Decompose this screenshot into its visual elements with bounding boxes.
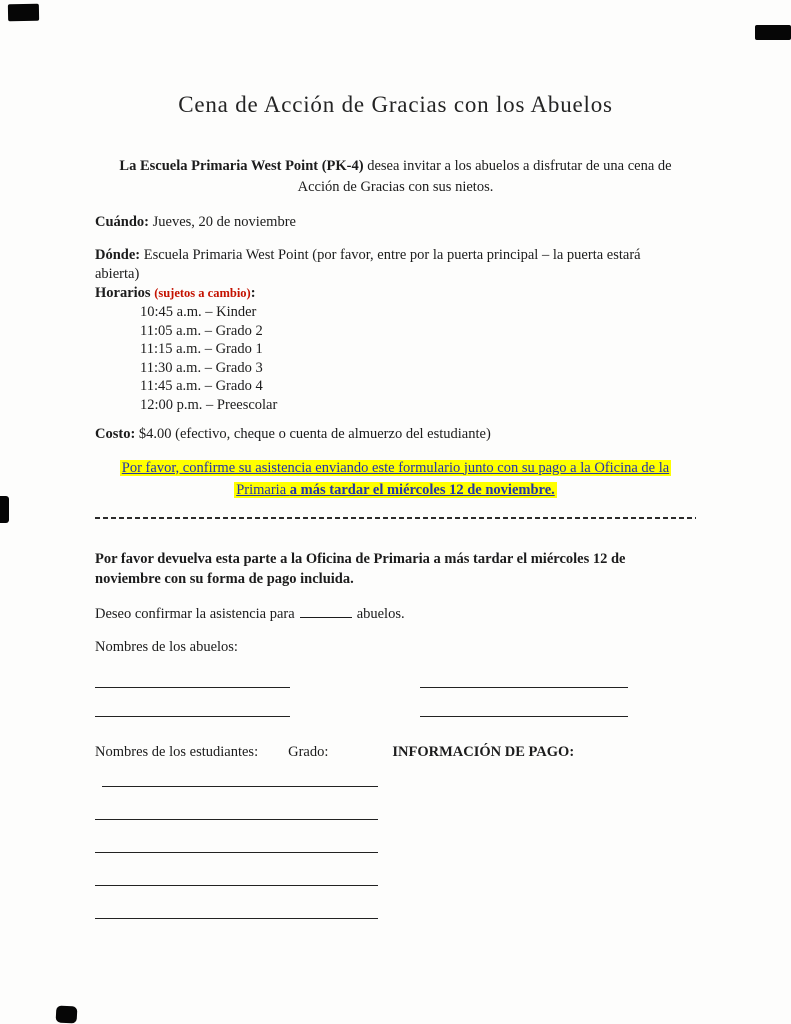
grandparent-name-line (95, 687, 290, 688)
scan-artifact-icon (0, 496, 9, 523)
student-name-line (95, 852, 378, 853)
grandparent-name-line (95, 716, 290, 717)
schedule-label: Horarios (95, 285, 155, 301)
confirm-post: abuelos. (356, 605, 405, 622)
grandparent-name-line (420, 716, 628, 717)
schedule-colon: : (250, 285, 256, 301)
page-title: Cena de Acción de Gracias con los Abuelos (178, 92, 613, 117)
intro-paragraph (95, 156, 696, 198)
scan-artifact-icon (8, 4, 39, 22)
schedule-item: 11:45 a.m. – Grado 4 (140, 378, 263, 395)
highlight-line2-bold: a más tardar el miércoles 12 de noviembre. (289, 481, 555, 498)
student-name-line (102, 786, 378, 787)
where-line2: abierta) (95, 266, 140, 282)
schedule-item: 12:00 p.m. – Preescolar (140, 396, 278, 413)
schedule-item: 11:05 a.m. – Grado 2 (140, 322, 263, 339)
grandparents-names-label: Nombres de los abuelos: (95, 638, 238, 655)
students-header-row (95, 743, 696, 762)
cost-label: Costo: (95, 425, 136, 442)
intro-school-name: La Escuela Primaria West Point (PK-4) (119, 158, 364, 174)
intro-line1-rest: desea invitar a los abuelos a disfrutar de una cena de (363, 158, 672, 174)
where-line (95, 246, 696, 284)
scan-artifact-icon (56, 1005, 78, 1023)
when-value: Jueves, 20 de noviembre (149, 214, 296, 230)
highlight-line2-normal: Primaria (236, 481, 290, 498)
schedule-subject-to-change-note: (sujetos a cambio) (154, 286, 251, 300)
return-line1: Por favor devuelva esta parte a la Oficina de Primaria a más tardar el miércoles 12 de (95, 550, 626, 567)
highlight-line2 (234, 482, 557, 498)
students-names-label: Nombres de los estudiantes: (95, 743, 259, 760)
document-content (0, 92, 791, 919)
schedule-heading (95, 284, 696, 303)
dashed-divider (95, 517, 696, 519)
when-line (95, 213, 696, 232)
intro-line2: Acción de Gracias con sus nietos. (297, 179, 494, 195)
student-name-line (95, 819, 378, 820)
grandparent-name-line (420, 687, 628, 688)
schedule-item: 11:15 a.m. – Grado 1 (140, 341, 263, 358)
schedule-item: 11:30 a.m. – Grado 3 (140, 359, 263, 376)
schedule-item: 10:45 a.m. – Kinder (140, 304, 257, 320)
highlight-line1: Por favor, confirme su asistencia enviando este formulario junto con su pago a la Oficina de la (121, 459, 670, 476)
payment-info-label: INFORMACIÓN DE PAGO: (392, 743, 575, 760)
attendance-count-blank (300, 605, 352, 618)
student-name-line (95, 918, 378, 919)
grade-label: Grado: (288, 743, 329, 760)
cost-line (95, 425, 696, 444)
where-label: Dónde: (95, 247, 141, 263)
cost-value: $4.00 (efectivo, cheque o cuenta de almuerzo del estudiante) (135, 425, 491, 442)
return-line2: noviembre con su forma de pago incluida. (95, 570, 354, 587)
grandparent-name-row (95, 687, 696, 688)
confirm-pre: Deseo confirmar la asistencia para (95, 605, 295, 622)
scan-artifact-icon (755, 25, 791, 40)
where-line1-rest: Escuela Primaria West Point (por favor, entre por la puerta principal – la puerta estará (140, 247, 641, 263)
return-instructions (95, 549, 696, 589)
grandparent-name-row (95, 716, 696, 717)
student-name-line (95, 885, 378, 886)
when-label: Cuándo: (95, 214, 149, 230)
highlight-notice (95, 457, 696, 501)
confirm-attendance-line (95, 605, 696, 624)
schedule-list (95, 303, 696, 415)
